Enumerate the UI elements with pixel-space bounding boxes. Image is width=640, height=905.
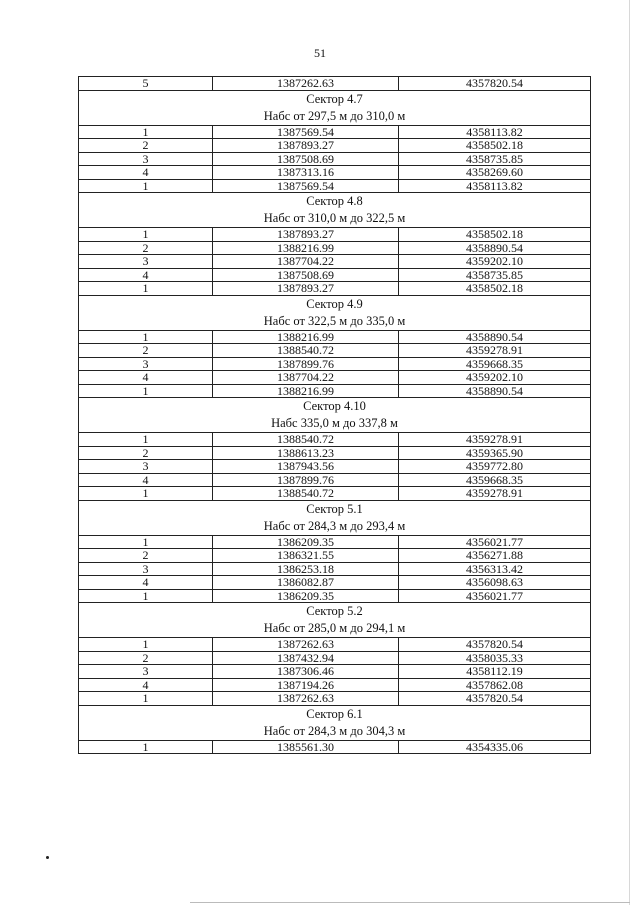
- y-coordinate-cell: 4358502.18: [399, 139, 591, 153]
- y-coordinate-cell: 4358735.85: [399, 268, 591, 282]
- sector-elevation-range: Набс от 310,0 м до 322,5 м: [79, 210, 591, 228]
- scan-edge-bottom: [190, 902, 630, 903]
- table-row: [79, 282, 591, 296]
- sector-title: Сектор 4.8: [79, 193, 591, 211]
- y-coordinate-cell: 4356271.88: [399, 549, 591, 563]
- table-row: [79, 549, 591, 563]
- y-coordinate-cell: 4359772.80: [399, 460, 591, 474]
- y-coordinate-cell: 4356021.77: [399, 589, 591, 603]
- x-coordinate-cell: 1387306.46: [213, 665, 399, 679]
- table-row: [79, 268, 591, 282]
- point-number-cell: 2: [79, 241, 213, 255]
- point-number-cell: 1: [79, 433, 213, 447]
- x-coordinate-cell: 1387704.22: [213, 371, 399, 385]
- table-row: [79, 535, 591, 549]
- table-row: [79, 562, 591, 576]
- x-coordinate-cell: 1387893.27: [213, 282, 399, 296]
- sector-title: Сектор 4.9: [79, 295, 591, 313]
- y-coordinate-cell: 4357820.54: [399, 638, 591, 652]
- point-number-cell: 1: [79, 384, 213, 398]
- point-number-cell: 1: [79, 228, 213, 242]
- x-coordinate-cell: 1387704.22: [213, 255, 399, 269]
- x-coordinate-cell: 1387569.54: [213, 179, 399, 193]
- sector-range-row: [79, 210, 591, 228]
- y-coordinate-cell: 4359278.91: [399, 487, 591, 501]
- point-number-cell: 1: [79, 179, 213, 193]
- x-coordinate-cell: 1386321.55: [213, 549, 399, 563]
- sector-title-row: [79, 193, 591, 211]
- page-number: 51: [314, 46, 326, 60]
- sector-title-row: [79, 603, 591, 621]
- point-number-cell: 1: [79, 282, 213, 296]
- x-coordinate-cell: 1387432.94: [213, 651, 399, 665]
- sector-elevation-range: Набс 335,0 м до 337,8 м: [79, 415, 591, 433]
- x-coordinate-cell: 1386209.35: [213, 535, 399, 549]
- point-number-cell: 4: [79, 473, 213, 487]
- x-coordinate-cell: 1387313.16: [213, 166, 399, 180]
- point-number-cell: 2: [79, 446, 213, 460]
- y-coordinate-cell: 4358890.54: [399, 241, 591, 255]
- table-row: [79, 384, 591, 398]
- table-row: [79, 692, 591, 706]
- y-coordinate-cell: 4356021.77: [399, 535, 591, 549]
- sector-title: Сектор 6.1: [79, 705, 591, 723]
- table-row: [79, 357, 591, 371]
- point-number-cell: 1: [79, 535, 213, 549]
- point-number-cell: 2: [79, 651, 213, 665]
- point-number-cell: 1: [79, 740, 213, 754]
- sector-elevation-range: Набс от 297,5 м до 310,0 м: [79, 108, 591, 126]
- x-coordinate-cell: 1387262.63: [213, 692, 399, 706]
- sector-title-row: [79, 398, 591, 416]
- y-coordinate-cell: 4358269.60: [399, 166, 591, 180]
- y-coordinate-cell: 4356098.63: [399, 576, 591, 590]
- x-coordinate-cell: 1387262.63: [213, 638, 399, 652]
- table-row: [79, 77, 591, 91]
- x-coordinate-cell: 1386082.87: [213, 576, 399, 590]
- table-row: [79, 651, 591, 665]
- sector-title-row: [79, 295, 591, 313]
- x-coordinate-cell: 1388216.99: [213, 241, 399, 255]
- table-row: [79, 371, 591, 385]
- x-coordinate-cell: 1386209.35: [213, 589, 399, 603]
- y-coordinate-cell: 4359365.90: [399, 446, 591, 460]
- table-row: [79, 589, 591, 603]
- y-coordinate-cell: 4359668.35: [399, 473, 591, 487]
- table-row: [79, 241, 591, 255]
- point-number-cell: 2: [79, 549, 213, 563]
- y-coordinate-cell: 4359202.10: [399, 255, 591, 269]
- table-row: [79, 152, 591, 166]
- sector-title: Сектор 5.2: [79, 603, 591, 621]
- table-row: [79, 638, 591, 652]
- sector-title-row: [79, 90, 591, 108]
- x-coordinate-cell: 1388540.72: [213, 344, 399, 358]
- x-coordinate-cell: 1388216.99: [213, 330, 399, 344]
- point-number-cell: 1: [79, 330, 213, 344]
- table-row: [79, 433, 591, 447]
- table-row: [79, 139, 591, 153]
- x-coordinate-cell: 1385561.30: [213, 740, 399, 754]
- point-number-cell: 1: [79, 487, 213, 501]
- sector-range-row: [79, 620, 591, 638]
- y-coordinate-cell: 4358890.54: [399, 384, 591, 398]
- y-coordinate-cell: 4358035.33: [399, 651, 591, 665]
- coordinates-table: [78, 76, 591, 754]
- scan-speck: [46, 856, 49, 859]
- sector-elevation-range: Набс от 284,3 м до 304,3 м: [79, 723, 591, 741]
- y-coordinate-cell: 4359278.91: [399, 433, 591, 447]
- point-number-cell: 3: [79, 357, 213, 371]
- table-row: [79, 179, 591, 193]
- point-number-cell: 3: [79, 562, 213, 576]
- y-coordinate-cell: 4357862.08: [399, 678, 591, 692]
- table-row: [79, 330, 591, 344]
- point-number-cell: 4: [79, 371, 213, 385]
- table-row: [79, 487, 591, 501]
- x-coordinate-cell: 1386253.18: [213, 562, 399, 576]
- sector-title: Сектор 4.7: [79, 90, 591, 108]
- sector-title-row: [79, 500, 591, 518]
- table-row: [79, 473, 591, 487]
- sector-range-row: [79, 415, 591, 433]
- point-number-cell: 4: [79, 166, 213, 180]
- point-number-cell: 1: [79, 589, 213, 603]
- point-number-cell: 4: [79, 268, 213, 282]
- point-number-cell: 4: [79, 678, 213, 692]
- sector-title-row: [79, 705, 591, 723]
- x-coordinate-cell: 1387569.54: [213, 125, 399, 139]
- point-number-cell: 3: [79, 152, 213, 166]
- x-coordinate-cell: 1387899.76: [213, 473, 399, 487]
- table-row: [79, 166, 591, 180]
- y-coordinate-cell: 4359278.91: [399, 344, 591, 358]
- point-number-cell: 5: [79, 77, 213, 91]
- x-coordinate-cell: 1387508.69: [213, 152, 399, 166]
- scan-edge-right: [629, 0, 630, 905]
- y-coordinate-cell: 4356313.42: [399, 562, 591, 576]
- table-row: [79, 344, 591, 358]
- sector-elevation-range: Набс от 284,3 м до 293,4 м: [79, 518, 591, 536]
- x-coordinate-cell: 1387194.26: [213, 678, 399, 692]
- y-coordinate-cell: 4358735.85: [399, 152, 591, 166]
- sector-elevation-range: Набс от 285,0 м до 294,1 м: [79, 620, 591, 638]
- sector-title: Сектор 4.10: [79, 398, 591, 416]
- sector-range-row: [79, 108, 591, 126]
- point-number-cell: 1: [79, 638, 213, 652]
- point-number-cell: 2: [79, 344, 213, 358]
- y-coordinate-cell: 4359202.10: [399, 371, 591, 385]
- x-coordinate-cell: 1387508.69: [213, 268, 399, 282]
- coordinates-table-body: [79, 77, 591, 754]
- point-number-cell: 3: [79, 665, 213, 679]
- sector-range-row: [79, 518, 591, 536]
- point-number-cell: 1: [79, 125, 213, 139]
- sector-elevation-range: Набс от 322,5 м до 335,0 м: [79, 313, 591, 331]
- y-coordinate-cell: 4358890.54: [399, 330, 591, 344]
- x-coordinate-cell: 1388540.72: [213, 433, 399, 447]
- x-coordinate-cell: 1387943.56: [213, 460, 399, 474]
- point-number-cell: 3: [79, 255, 213, 269]
- y-coordinate-cell: 4354335.06: [399, 740, 591, 754]
- table-row: [79, 460, 591, 474]
- x-coordinate-cell: 1387262.63: [213, 77, 399, 91]
- y-coordinate-cell: 4358112.19: [399, 665, 591, 679]
- sector-range-row: [79, 313, 591, 331]
- y-coordinate-cell: 4359668.35: [399, 357, 591, 371]
- table-row: [79, 678, 591, 692]
- table-row: [79, 665, 591, 679]
- table-row: [79, 576, 591, 590]
- point-number-cell: 3: [79, 460, 213, 474]
- table-row: [79, 228, 591, 242]
- sector-title: Сектор 5.1: [79, 500, 591, 518]
- y-coordinate-cell: 4358113.82: [399, 125, 591, 139]
- x-coordinate-cell: 1388613.23: [213, 446, 399, 460]
- y-coordinate-cell: 4357820.54: [399, 77, 591, 91]
- table-row: [79, 740, 591, 754]
- y-coordinate-cell: 4358113.82: [399, 179, 591, 193]
- y-coordinate-cell: 4357820.54: [399, 692, 591, 706]
- point-number-cell: 4: [79, 576, 213, 590]
- table-row: [79, 446, 591, 460]
- x-coordinate-cell: 1388216.99: [213, 384, 399, 398]
- table-row: [79, 255, 591, 269]
- x-coordinate-cell: 1388540.72: [213, 487, 399, 501]
- y-coordinate-cell: 4358502.18: [399, 228, 591, 242]
- y-coordinate-cell: 4358502.18: [399, 282, 591, 296]
- x-coordinate-cell: 1387893.27: [213, 139, 399, 153]
- x-coordinate-cell: 1387899.76: [213, 357, 399, 371]
- sector-range-row: [79, 723, 591, 741]
- point-number-cell: 2: [79, 139, 213, 153]
- table-row: [79, 125, 591, 139]
- x-coordinate-cell: 1387893.27: [213, 228, 399, 242]
- point-number-cell: 1: [79, 692, 213, 706]
